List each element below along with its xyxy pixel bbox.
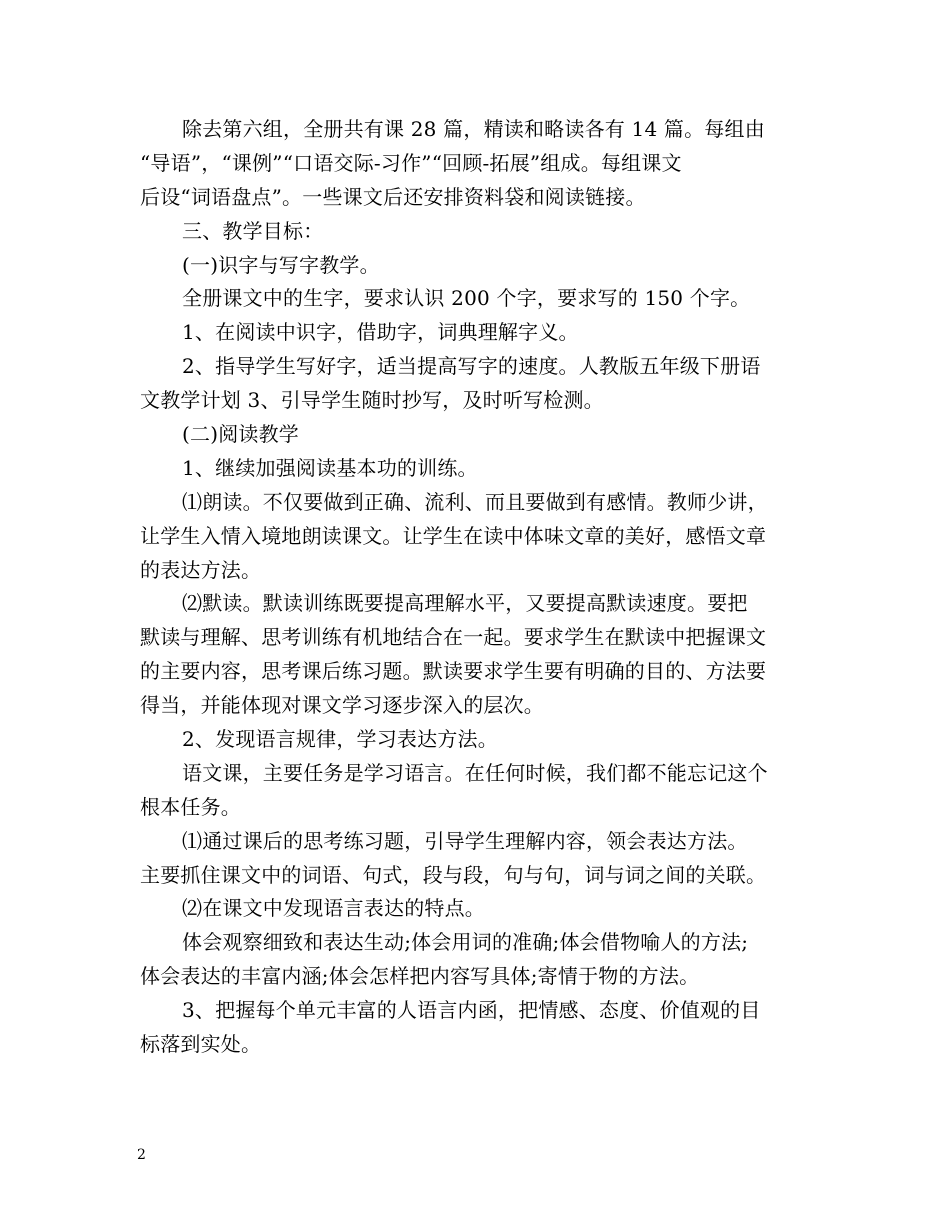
text-line: 2、发现语言规律，学习表达方法。 <box>182 727 498 752</box>
text-line: 2、指导学生写好字，适当提高写字的速度。人教版五年级下册语 <box>182 354 761 379</box>
text-line: ⑵在课文中发现语言表达的特点。 <box>182 896 485 921</box>
page-number: 2 <box>137 1147 146 1163</box>
text-line: (一)识字与写字教学。 <box>182 252 380 277</box>
text-line: 语文课，主要任务是学习语言。在任何时候，我们都不能忘记这个 <box>182 760 768 785</box>
text-line: ⑵默读。默读训练既要提高理解水平，又要提高默读速度。要把 <box>182 591 748 616</box>
text-line: 的表达方法。 <box>140 557 262 582</box>
text-line: 根本任务。 <box>140 794 241 819</box>
text-line: 默读与理解、思考训练有机地结合在一起。要求学生在默读中把握课文 <box>140 625 767 650</box>
text-line: 3、把握每个单元丰富的人语言内函，把情感、态度、价值观的目 <box>182 998 761 1023</box>
text-line: 让学生入情入境地朗读课文。让学生在读中体味文章的美好，感悟文章 <box>140 523 767 548</box>
text-line: (二)阅读教学 <box>182 422 300 447</box>
text-line: 体会观察细致和表达生动;体会用词的准确;体会借物喻人的方法; <box>182 930 749 955</box>
text-line: 1、继续加强阅读基本功的训练。 <box>182 455 478 480</box>
text-line: 标落到实处。 <box>140 1032 262 1057</box>
text-line: 体会表达的丰富内涵;体会怎样把内容写具体;寄情于物的方法。 <box>140 964 700 989</box>
text-line: ⑴通过课后的思考练习题，引导学生理解内容，领会表达方法。 <box>182 828 748 853</box>
text-line: “导语”，“课例”“口语交际-习作”“回顾-拓展”组成。每组课文 <box>140 150 682 175</box>
text-line: 除去第六组，全册共有课 28 篇，精读和略读各有 14 篇。每组由 <box>182 117 765 141</box>
text-line: ⑴朗读。不仅要做到正确、流利、而且要做到有感情。教师少讲， <box>182 489 768 514</box>
text-line: 的主要内容，思考课后练习题。默读要求学生要有明确的目的、方法要 <box>140 659 767 684</box>
text-line: 三、教学目标： <box>182 218 324 243</box>
text-line: 后设“词语盘点”。一些课文后还安排资料袋和阅读链接。 <box>140 184 646 209</box>
text-line: 全册课文中的生字，要求认识 200 个字，要求写的 150 个字。 <box>182 286 751 311</box>
text-line: 主要抓住课文中的词语、句式，段与段，句与句，词与词之间的关联。 <box>140 862 767 887</box>
text-line: 得当，并能体现对课文学习逐步深入的层次。 <box>140 693 544 718</box>
text-line: 文教学计划 3、引导学生随时抄写，及时听写检测。 <box>140 388 604 413</box>
text-line: 1、在阅读中识字，借助字，词典理解字义。 <box>182 320 579 345</box>
body-text <box>140 113 820 1062</box>
